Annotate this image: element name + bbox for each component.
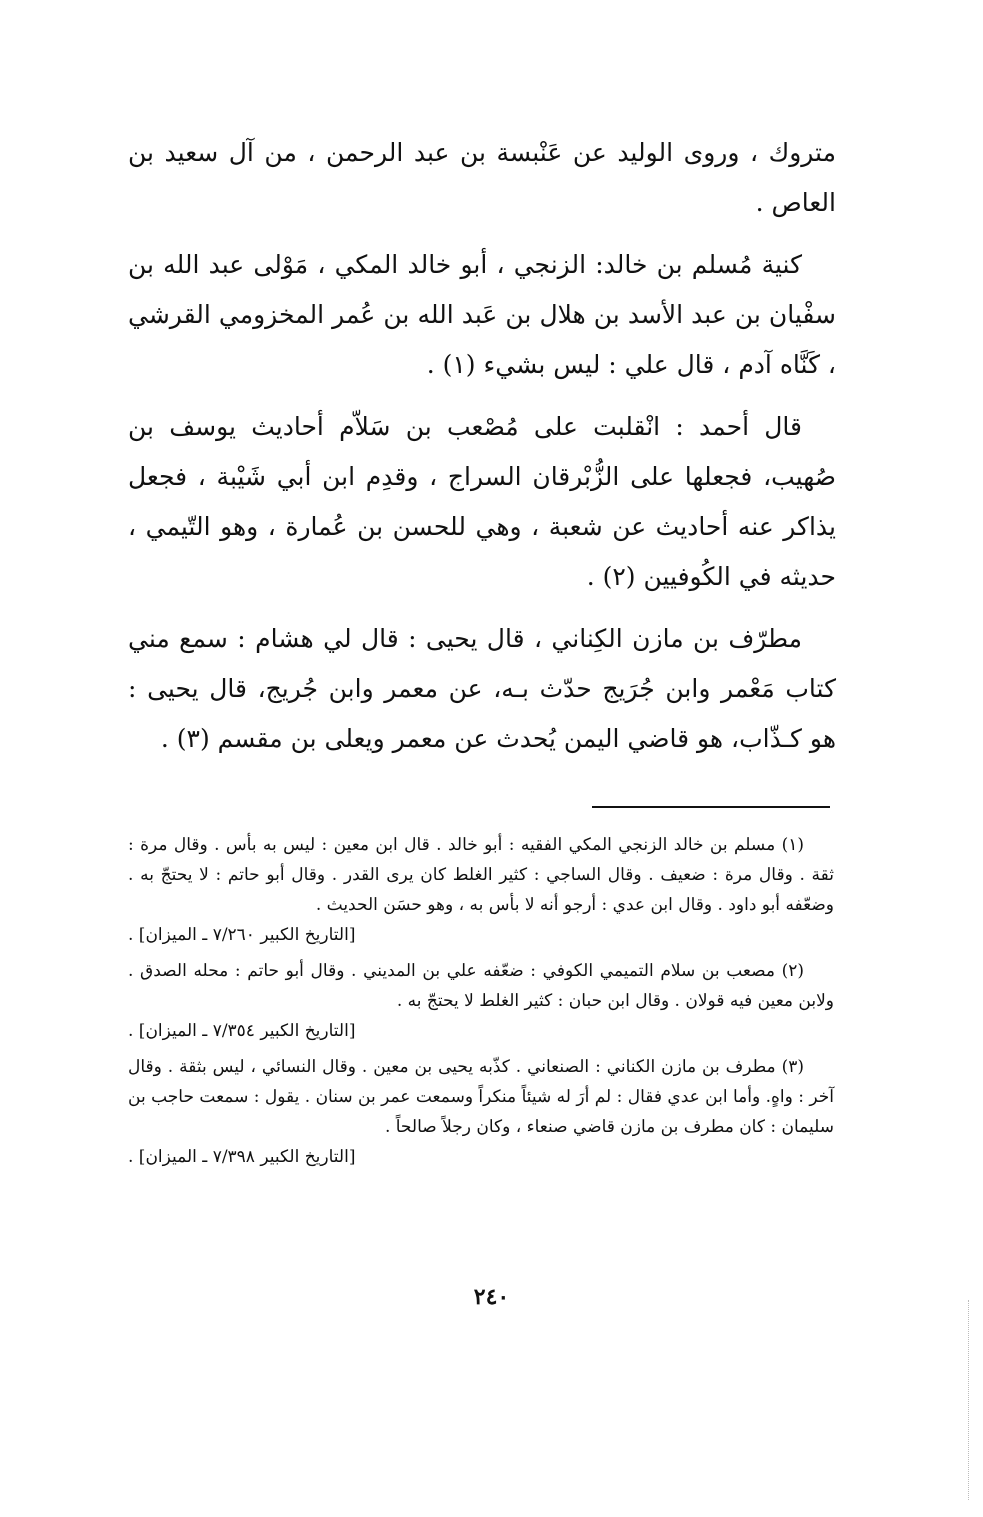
footnote-1-text: (١) مسلم بن خالد الزنجي المكي الفقيه : أبو خالد . قال ابن معين : ليس به بأس . وقال مرة : ثقة . وقال مرة : ضعيف . وقال الساجي : كثير الغلط كان يرى القدر . وقال أبو حاتم : لا يحتجّ به . وضعّفه أبو داود . وقال ابن عدي : أرجو أنه لا بأس به ، وهو حسَن الحديث . [128, 835, 835, 915]
footnote-3-source: [التاريخ الكبير ٧/٣٩٨ ـ الميزان] . [128, 1147, 356, 1167]
paragraph-mutarrif: مطرّف بن مازن الكِناني ، قال يحيى : قال لي هشام : سمع مني كتاب مَعْمر وابن جُرَيج حدّث بـه، عن معمر وابن جُريج، قال يحيى : هو كـذّاب، هو قاضي اليمن يُحدث عن معمر ويعلى بن مقسم (٣) . [128, 624, 836, 753]
paragraph-matruk: متروك ، وروى الوليد عن عَنْبسة بن عبد الرحمن ، من آل سعيد بن العاص . [128, 138, 836, 217]
footnote-2-source: [التاريخ الكبير ٧/٣٥٤ ـ الميزان] . [128, 1021, 356, 1041]
scan-edge-mark [968, 1300, 969, 1500]
page-number: ٢٤٠ [473, 1284, 510, 1310]
footnote-separator [592, 806, 830, 808]
footnote-3-text: (٣) مطرف بن مازن الكناني : الصنعاني . كذّبه يحيى بن معين . وقال النسائي ، ليس بثقة . وقال آخر : واهٍ. وأما ابن عدي فقال : لم أرَ له شيئاً منكراً وسمعت عمر بن سنان . يقول : سمعت حاجب بن سليمان : كان مطرف بن مازن قاضي صنعاء ، وكان رجلاً صالحاً . [128, 1057, 834, 1137]
main-text-body [128, 128, 836, 776]
footnote-1 [128, 830, 834, 950]
paragraph-muslim-bin-khalid: كنية مُسلم بن خالد: الزنجي ، أبو خالد المكي ، مَوْلى عبد الله بن سفْيان بن عبد الأسد بن هلال بن عَبد الله بن عُمر المخزومي القرشي ، كَنَّاه آدم ، قال علي : ليس بشيء (١) . [128, 250, 836, 379]
footnote-2-text: (٢) مصعب بن سلام التميمي الكوفي : ضعّفه علي بن المديني . وقال أبو حاتم : محله الصدق . ولابن معين فيه قولان . وقال ابن حبان : كثير الغلط لا يحتجّ به . [128, 961, 834, 1011]
footnote-3 [128, 1052, 834, 1172]
footnote-2 [128, 956, 834, 1046]
footnote-1-source: [التاريخ الكبير ٧/٢٦٠ ـ الميزان] . [128, 925, 356, 945]
paragraph-ahmad-musab: قال أحمد : انْقلبت على مُصْعب بن سَلاّم أحاديث يوسف بن صُهيب، فجعلها على الزُّبْرقان السراج ، وقدِم ابن أبي شَيْبة ، فجعل يذاكر عنه أحاديث عن شعبة ، وهي للحسن بن عُمارة ، وهو التّيمي ، حديثه في الكُوفيين (٢) . [128, 412, 836, 591]
footnotes-section [128, 830, 834, 1178]
